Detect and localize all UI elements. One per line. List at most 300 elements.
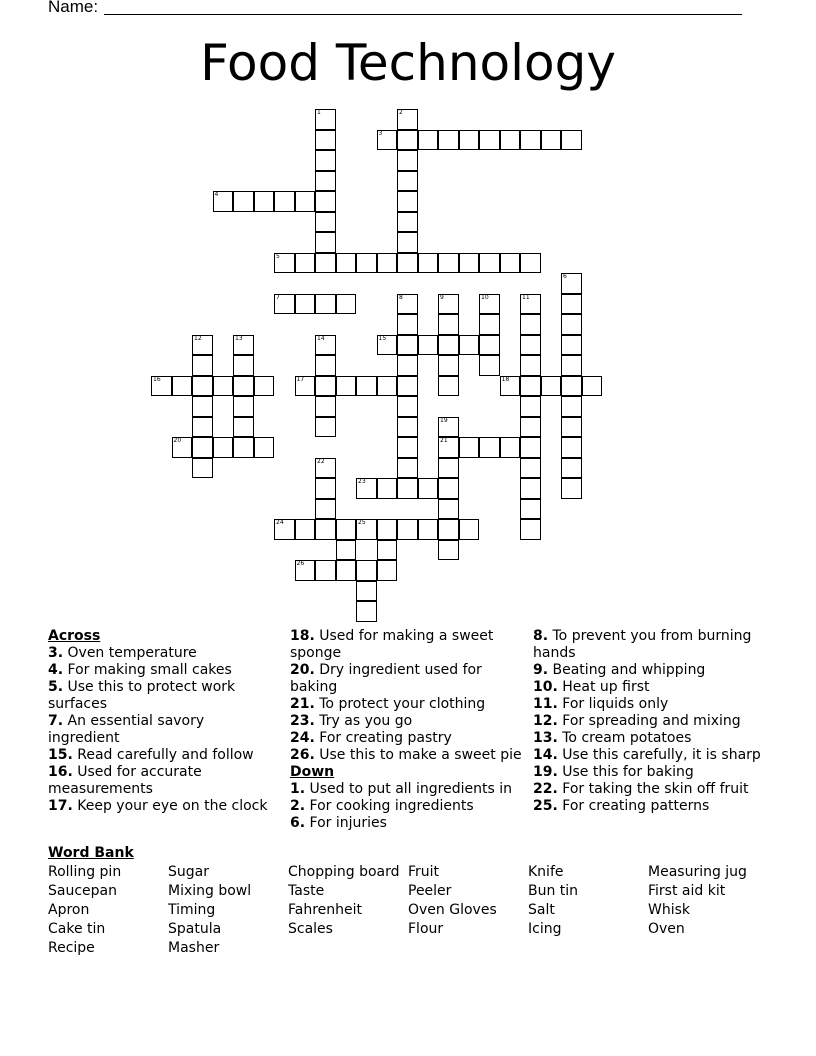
grid-cell[interactable] xyxy=(213,191,234,212)
clue-item xyxy=(290,628,526,662)
grid-cell[interactable] xyxy=(315,376,336,397)
grid-cell[interactable] xyxy=(418,253,439,274)
grid-cell[interactable] xyxy=(520,519,541,540)
grid-cell[interactable] xyxy=(438,294,459,315)
grid-cell[interactable] xyxy=(295,376,316,397)
clue-item xyxy=(48,679,280,713)
clue-number-label: 5. xyxy=(48,679,64,695)
grid-cell[interactable] xyxy=(479,355,500,376)
word-bank-item: Whisk xyxy=(648,902,691,918)
clue-number-label: 21. xyxy=(290,696,315,712)
grid-cell[interactable] xyxy=(500,437,521,458)
clue-number-label: 1. xyxy=(290,781,306,797)
grid-cell[interactable] xyxy=(459,130,480,151)
word-bank-column xyxy=(168,863,251,958)
clue-number: 25 xyxy=(358,519,366,526)
grid-cell[interactable] xyxy=(397,109,418,130)
grid-cell[interactable] xyxy=(233,417,254,438)
grid-cell[interactable] xyxy=(192,376,213,397)
grid-cell[interactable] xyxy=(397,191,418,212)
clues-column-2 xyxy=(290,628,526,832)
clue-text: For spreading and mixing xyxy=(557,713,741,729)
clue-text: For injuries xyxy=(305,815,387,831)
grid-cell[interactable] xyxy=(520,417,541,438)
grid-cell[interactable] xyxy=(561,335,582,356)
grid-cell[interactable] xyxy=(274,294,295,315)
clue-item xyxy=(290,781,526,798)
clue-number: 8 xyxy=(399,293,403,301)
grid-cell[interactable] xyxy=(151,376,172,397)
clue-number-label: 11. xyxy=(533,696,558,712)
clue-number: 4 xyxy=(214,191,219,198)
clue-item xyxy=(48,645,280,662)
grid-cell[interactable] xyxy=(520,499,541,520)
grid-cell[interactable] xyxy=(397,458,418,479)
grid-cell[interactable] xyxy=(479,294,500,315)
clue-number: 21 xyxy=(440,437,448,444)
clue-text: For cooking ingredients xyxy=(305,798,474,814)
grid-cell[interactable] xyxy=(315,150,336,171)
clue-number-label: 9. xyxy=(533,662,549,678)
clue-text: Use this to protect work surfaces xyxy=(48,679,236,712)
word-bank-column xyxy=(288,863,400,939)
clue-number-label: 16. xyxy=(48,764,73,780)
word-bank-item: Salt xyxy=(528,902,555,918)
word-bank-column xyxy=(648,863,747,939)
grid-cell[interactable] xyxy=(520,335,541,356)
grid-cell[interactable] xyxy=(438,458,459,479)
grid-cell[interactable] xyxy=(561,458,582,479)
clue-number-label: 4. xyxy=(48,662,64,678)
clue-number: 5 xyxy=(276,252,280,260)
word-bank-item: Oven Gloves xyxy=(408,902,497,918)
grid-cell[interactable] xyxy=(541,376,562,397)
clue-number: 26 xyxy=(296,560,305,567)
clue-item xyxy=(290,747,526,764)
grid-cell[interactable] xyxy=(479,253,500,274)
grid-cell[interactable] xyxy=(438,417,459,438)
clue-number-label: 12. xyxy=(533,713,558,729)
clue-text: Try as you go xyxy=(314,713,413,729)
grid-cell[interactable] xyxy=(582,376,603,397)
clue-item xyxy=(533,747,773,764)
clue-item xyxy=(290,798,526,815)
clue-number-label: 25. xyxy=(533,798,558,814)
grid-cell[interactable] xyxy=(315,519,336,540)
grid-cell[interactable] xyxy=(520,478,541,499)
word-bank-item: Oven xyxy=(648,921,685,937)
name-label: Name: xyxy=(48,0,99,16)
clue-text: For making small cakes xyxy=(63,662,232,678)
clue-text: To protect your clothing xyxy=(314,696,486,712)
clue-item xyxy=(533,662,773,679)
grid-cell[interactable] xyxy=(254,437,275,458)
grid-cell[interactable] xyxy=(397,396,418,417)
grid-cell[interactable] xyxy=(295,253,316,274)
grid-cell[interactable] xyxy=(356,519,377,540)
clue-text: Use this to make a sweet pie xyxy=(314,747,522,763)
clue-number: 23 xyxy=(358,478,366,485)
grid-cell[interactable] xyxy=(336,519,357,540)
grid-cell[interactable] xyxy=(254,376,275,397)
grid-cell[interactable] xyxy=(561,478,582,499)
grid-cell[interactable] xyxy=(213,437,234,458)
clue-item xyxy=(290,696,526,713)
grid-cell[interactable] xyxy=(438,130,459,151)
clue-number: 14 xyxy=(317,334,325,342)
grid-cell[interactable] xyxy=(397,437,418,458)
grid-cell[interactable] xyxy=(274,519,295,540)
grid-cell[interactable] xyxy=(356,581,377,602)
grid-cell[interactable] xyxy=(438,376,459,397)
grid-cell[interactable] xyxy=(500,376,521,397)
grid-cell[interactable] xyxy=(377,335,398,356)
clue-number: 7 xyxy=(276,293,280,301)
word-bank-item: Masher xyxy=(168,940,220,956)
clue-number-label: 19. xyxy=(533,764,558,780)
word-bank-column xyxy=(48,863,121,958)
clue-number-label: 22. xyxy=(533,781,558,797)
clue-number-label: 6. xyxy=(290,815,306,831)
word-bank-item: Flour xyxy=(408,921,444,937)
grid-cell[interactable] xyxy=(459,335,480,356)
clue-number-label: 18. xyxy=(290,628,315,644)
word-bank-item: Saucepan xyxy=(48,883,117,899)
grid-cell[interactable] xyxy=(479,130,500,151)
word-bank-item: Rolling pin xyxy=(48,864,122,880)
clue-number: 6 xyxy=(563,273,567,280)
grid-cell[interactable] xyxy=(315,212,336,233)
clue-number-label: 10. xyxy=(533,679,558,695)
clue-item xyxy=(48,662,280,679)
clue-text: For taking the skin off fruit xyxy=(557,781,749,797)
clue-number-label: 23. xyxy=(290,713,315,729)
grid-cell[interactable] xyxy=(479,437,500,458)
clue-number: 24 xyxy=(276,519,284,526)
clue-text: Heat up first xyxy=(557,679,650,695)
clue-number: 20 xyxy=(173,437,182,444)
grid-cell[interactable] xyxy=(274,191,295,212)
grid-cell[interactable] xyxy=(397,355,418,376)
word-bank-item: Sugar xyxy=(168,864,209,880)
word-bank-column xyxy=(408,863,497,939)
clue-text: For creating pastry xyxy=(314,730,452,746)
clue-text: An essential savory ingredient xyxy=(48,713,205,746)
clue-number-label: 14. xyxy=(533,747,558,763)
clue-number: 11 xyxy=(522,293,530,301)
grid-cell[interactable] xyxy=(397,417,418,438)
clue-number-label: 17. xyxy=(48,798,73,814)
clue-item xyxy=(533,730,773,747)
grid-cell[interactable] xyxy=(315,478,336,499)
grid-cell[interactable] xyxy=(500,130,521,151)
grid-cell[interactable] xyxy=(520,130,541,151)
word-bank-item: First aid kit xyxy=(648,883,726,899)
clue-number: 19 xyxy=(440,416,448,424)
clue-item xyxy=(290,713,526,730)
clue-number: 22 xyxy=(317,457,325,465)
clue-number: 9 xyxy=(440,293,444,301)
grid-cell[interactable] xyxy=(315,171,336,192)
grid-cell[interactable] xyxy=(377,519,398,540)
grid-cell[interactable] xyxy=(561,355,582,376)
grid-cell[interactable] xyxy=(336,253,357,274)
grid-cell[interactable] xyxy=(438,335,459,356)
grid-cell[interactable] xyxy=(397,519,418,540)
grid-cell[interactable] xyxy=(438,253,459,274)
clue-number: 12 xyxy=(194,334,202,342)
word-bank-item: Chopping board xyxy=(288,864,400,880)
grid-cell[interactable] xyxy=(233,191,254,212)
grid-cell[interactable] xyxy=(336,560,357,581)
clue-number-label: 13. xyxy=(533,730,558,746)
clue-text: Used for accurate measurements xyxy=(48,764,202,797)
grid-cell[interactable] xyxy=(438,314,459,335)
grid-cell[interactable] xyxy=(397,150,418,171)
word-bank-item: Apron xyxy=(48,902,90,918)
grid-cell[interactable] xyxy=(438,499,459,520)
clue-item xyxy=(533,781,773,798)
clue-number: 2 xyxy=(399,109,403,116)
clue-item xyxy=(533,764,773,781)
grid-cell[interactable] xyxy=(459,253,480,274)
grid-cell[interactable] xyxy=(397,232,418,253)
page-title: Food Technology xyxy=(200,34,616,92)
grid-cell[interactable] xyxy=(336,540,357,561)
word-bank-item: Cake tin xyxy=(48,921,106,937)
grid-cell[interactable] xyxy=(520,376,541,397)
clue-number: 15 xyxy=(378,334,387,342)
grid-cell[interactable] xyxy=(561,130,582,151)
grid-cell[interactable] xyxy=(172,376,193,397)
word-bank-item: Taste xyxy=(288,883,325,899)
grid-cell[interactable] xyxy=(315,458,336,479)
grid-cell[interactable] xyxy=(336,376,357,397)
clue-text: Keep your eye on the clock xyxy=(72,798,268,814)
grid-cell[interactable] xyxy=(418,130,439,151)
grid-cell[interactable] xyxy=(520,355,541,376)
grid-cell[interactable] xyxy=(233,355,254,376)
clue-item xyxy=(290,730,526,747)
word-bank-heading: Word Bank xyxy=(48,845,134,861)
clue-number-label: 24. xyxy=(290,730,315,746)
grid-cell[interactable] xyxy=(561,437,582,458)
word-bank-item: Knife xyxy=(528,864,564,880)
clue-number: 3 xyxy=(378,129,383,137)
grid-cell[interactable] xyxy=(192,437,213,458)
grid-cell[interactable] xyxy=(377,560,398,581)
clue-item xyxy=(48,764,280,798)
clue-text: Used for making a sweet sponge xyxy=(290,628,494,661)
grid-cell[interactable] xyxy=(459,519,480,540)
clues-column-1 xyxy=(48,628,280,815)
grid-cell[interactable] xyxy=(295,519,316,540)
grid-cell[interactable] xyxy=(561,294,582,315)
grid-cell[interactable] xyxy=(561,417,582,438)
grid-cell[interactable] xyxy=(500,253,521,274)
clue-text: For creating patterns xyxy=(557,798,710,814)
grid-cell[interactable] xyxy=(397,253,418,274)
grid-cell[interactable] xyxy=(315,191,336,212)
word-bank-item: Peeler xyxy=(408,883,452,899)
clue-text: Use this carefully, it is sharp xyxy=(557,747,761,763)
grid-cell[interactable] xyxy=(541,130,562,151)
clue-number: 16 xyxy=(153,375,161,383)
grid-cell[interactable] xyxy=(356,478,377,499)
grid-cell[interactable] xyxy=(397,478,418,499)
clue-item xyxy=(533,628,773,662)
clue-text: Oven temperature xyxy=(63,645,197,661)
grid-cell[interactable] xyxy=(233,376,254,397)
grid-cell[interactable] xyxy=(356,376,377,397)
grid-cell[interactable] xyxy=(356,560,377,581)
word-bank-item: Measuring jug xyxy=(648,864,747,880)
clue-item xyxy=(533,679,773,696)
grid-cell[interactable] xyxy=(459,437,480,458)
clue-number: 18 xyxy=(501,375,510,383)
clue-item xyxy=(48,713,280,747)
grid-cell[interactable] xyxy=(397,212,418,233)
grid-cell[interactable] xyxy=(315,560,336,581)
grid-cell[interactable] xyxy=(192,396,213,417)
grid-cell[interactable] xyxy=(397,314,418,335)
grid-cell[interactable] xyxy=(356,601,377,622)
grid-cell[interactable] xyxy=(315,130,336,151)
grid-cell[interactable] xyxy=(172,437,193,458)
clue-text: Dry ingredient used for baking xyxy=(290,662,482,695)
word-bank-item: Fruit xyxy=(408,864,440,880)
word-bank-item: Scales xyxy=(288,921,333,937)
grid-cell[interactable] xyxy=(438,355,459,376)
word-bank-item: Spatula xyxy=(168,921,222,937)
grid-cell[interactable] xyxy=(274,253,295,274)
clue-item xyxy=(48,747,280,764)
word-bank-item: Icing xyxy=(528,921,562,937)
grid-cell[interactable] xyxy=(336,294,357,315)
grid-cell[interactable] xyxy=(295,294,316,315)
clue-number-label: 15. xyxy=(48,747,73,763)
clue-text: For liquids only xyxy=(557,696,669,712)
grid-cell[interactable] xyxy=(233,335,254,356)
grid-cell[interactable] xyxy=(561,273,582,294)
grid-cell[interactable] xyxy=(520,396,541,417)
word-bank-item: Timing xyxy=(168,902,216,918)
grid-cell[interactable] xyxy=(315,499,336,520)
grid-cell[interactable] xyxy=(233,437,254,458)
grid-cell[interactable] xyxy=(377,253,398,274)
grid-cell[interactable] xyxy=(192,355,213,376)
grid-cell[interactable] xyxy=(479,314,500,335)
grid-cell[interactable] xyxy=(397,130,418,151)
word-bank-column xyxy=(528,863,578,939)
clue-text: To prevent you from burning hands xyxy=(533,628,752,661)
grid-cell[interactable] xyxy=(295,191,316,212)
clue-number-label: 7. xyxy=(48,713,64,729)
grid-cell[interactable] xyxy=(397,294,418,315)
grid-cell[interactable] xyxy=(213,376,234,397)
grid-cell[interactable] xyxy=(438,540,459,561)
clue-number: 10 xyxy=(481,293,489,301)
word-bank-item: Fahrenheit xyxy=(288,902,363,918)
clue-item xyxy=(533,696,773,713)
grid-cell[interactable] xyxy=(397,376,418,397)
clue-text: Beating and whipping xyxy=(548,662,706,678)
grid-cell[interactable] xyxy=(520,294,541,315)
grid-cell[interactable] xyxy=(418,519,439,540)
clue-text: Use this for baking xyxy=(557,764,694,780)
across-heading: Across xyxy=(48,628,101,644)
grid-cell[interactable] xyxy=(192,458,213,479)
word-bank-item: Bun tin xyxy=(528,883,579,899)
clue-number: 17 xyxy=(296,375,305,383)
grid-cell[interactable] xyxy=(397,335,418,356)
grid-cell[interactable] xyxy=(397,171,418,192)
grid-cell[interactable] xyxy=(295,560,316,581)
clue-item xyxy=(533,798,773,815)
grid-cell[interactable] xyxy=(561,396,582,417)
grid-cell[interactable] xyxy=(418,335,439,356)
grid-cell[interactable] xyxy=(418,478,439,499)
grid-cell[interactable] xyxy=(356,253,377,274)
clue-number-label: 2. xyxy=(290,798,306,814)
clue-item xyxy=(290,662,526,696)
grid-cell[interactable] xyxy=(520,253,541,274)
clue-text: Read carefully and follow xyxy=(72,747,254,763)
grid-cell[interactable] xyxy=(315,355,336,376)
clue-item xyxy=(290,815,526,832)
clue-number-label: 26. xyxy=(290,747,315,763)
clue-text: To cream potatoes xyxy=(557,730,692,746)
clue-text: Used to put all ingredients in xyxy=(305,781,512,797)
grid-cell[interactable] xyxy=(315,335,336,356)
grid-cell[interactable] xyxy=(479,335,500,356)
grid-cell[interactable] xyxy=(192,335,213,356)
grid-cell[interactable] xyxy=(377,540,398,561)
grid-cell[interactable] xyxy=(520,314,541,335)
grid-cell[interactable] xyxy=(233,396,254,417)
grid-cell[interactable] xyxy=(377,478,398,499)
grid-cell[interactable] xyxy=(377,130,398,151)
clue-number-label: 8. xyxy=(533,628,549,644)
grid-cell[interactable] xyxy=(315,253,336,274)
grid-cell[interactable] xyxy=(520,437,541,458)
grid-cell[interactable] xyxy=(520,458,541,479)
clue-item xyxy=(48,798,280,815)
grid-cell[interactable] xyxy=(561,376,582,397)
grid-cell[interactable] xyxy=(438,478,459,499)
clue-number-label: 20. xyxy=(290,662,315,678)
clues-column-3 xyxy=(533,628,773,815)
clue-number-label: 3. xyxy=(48,645,64,661)
grid-cell[interactable] xyxy=(315,417,336,438)
grid-cell[interactable] xyxy=(315,232,336,253)
word-bank-item: Mixing bowl xyxy=(168,883,252,899)
clue-item xyxy=(533,713,773,730)
word-bank-item: Recipe xyxy=(48,940,95,956)
clue-number: 13 xyxy=(235,334,243,342)
grid-cell[interactable] xyxy=(315,294,336,315)
clue-number: 1 xyxy=(317,109,321,116)
grid-cell[interactable] xyxy=(561,314,582,335)
grid-cell[interactable] xyxy=(438,437,459,458)
grid-cell[interactable] xyxy=(192,417,213,438)
grid-cell[interactable] xyxy=(315,109,336,130)
grid-cell[interactable] xyxy=(315,396,336,417)
grid-cell[interactable] xyxy=(377,376,398,397)
down-heading: Down xyxy=(290,764,335,780)
grid-cell[interactable] xyxy=(254,191,275,212)
grid-cell[interactable] xyxy=(438,519,459,540)
